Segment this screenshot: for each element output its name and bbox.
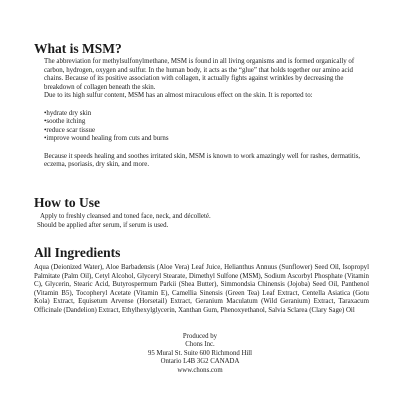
how-to-use-line-2: Should be applied after serum, if serum is used.: [37, 221, 169, 229]
ingredients-heading: All Ingredients: [34, 245, 121, 260]
address-line-2: Ontario L4B 3G2 CANADA: [160, 358, 240, 366]
spacer: [44, 101, 372, 110]
msm-paragraph-1: The abbreviation for methylsulfonylmethane, MSM is found in all living organisms and is formed organically of carbon, hydrogen, oxygen and sulfur. In the human body, it acts as the “glue” that holds together our amino acid chains. Because of its positive association with collagen, it actually fights against wrinkles by decreasing the breakdown of collagen beneath the skin.: [44, 58, 355, 91]
msm-section-body: [44, 58, 372, 170]
list-item: •soothe itching: [44, 118, 86, 126]
list-item: •reduce scar tissue: [44, 126, 96, 134]
list-item: •hydrate dry skin: [44, 109, 92, 117]
list-item: •improve wound healing from cuts and burns: [44, 135, 169, 143]
how-to-use-line-1: Apply to freshly cleansed and toned face, neck, and décolleté.: [40, 213, 211, 220]
ingredients-body: [34, 264, 369, 316]
produced-by-label: Produced by: [182, 333, 218, 340]
producer-info: [0, 333, 400, 375]
msm-paragraph-2: Due to its high sulfur content, MSM has an almost miraculous effect on the skin. It is reported to:: [44, 92, 313, 100]
msm-paragraph-3: Because it speeds healing and soothes irritated skin, MSM is known to work amazingly well for rashes, dermatitis, eczema, psoriasis, dry skin, and more.: [44, 152, 361, 169]
ingredients-text: Aqua (Deionized Water), Aloe Barbadensis (Aloe Vera) Leaf Juice, Helianthus Annuus (Sunflower) Seed Oil, Isopropyl Palmitate (Palm Oil), Cetyl Alcohol, Glyceryl Stearate, Dimethyl Sulfone (MSM), Sodium Ascorbyl Phosphate (Vitamin C), Glycerin, Stearic Acid, Butyrospermum Parkii (Shea Butter), Simmondsia Chinensis (Jojoba) Seed Oil, Panthenol (Vitamin B5), Tocopheryl Acetate (Vitamin E), Camellia Sinensis (Green Tea) Leaf Extract, Centella Asiatica (Gotu Kola) Extract, Equisetum Arvense (Horsetail) Extract, Geranium Maculatum (Wild Geranium) Extract, Taraxacum Officinale (Dandelion) Extract, Ethylhexylglycerin, Xanthan Gum, Phenoxyethanol, Salvia Sclarea (Clary Sage) Oil: [34, 264, 369, 314]
spacer: [44, 144, 372, 153]
website-link[interactable]: www.chons.com: [177, 366, 223, 374]
how-to-use-heading: How to Use: [34, 195, 100, 210]
msm-benefits-list: [44, 110, 372, 144]
msm-heading: What is MSM?: [34, 41, 122, 56]
company-name: Chons Inc.: [185, 341, 215, 349]
address-line-1: 95 Mural St. Suite 600 Richmond Hill: [147, 349, 253, 357]
how-to-use-body: [37, 213, 377, 230]
